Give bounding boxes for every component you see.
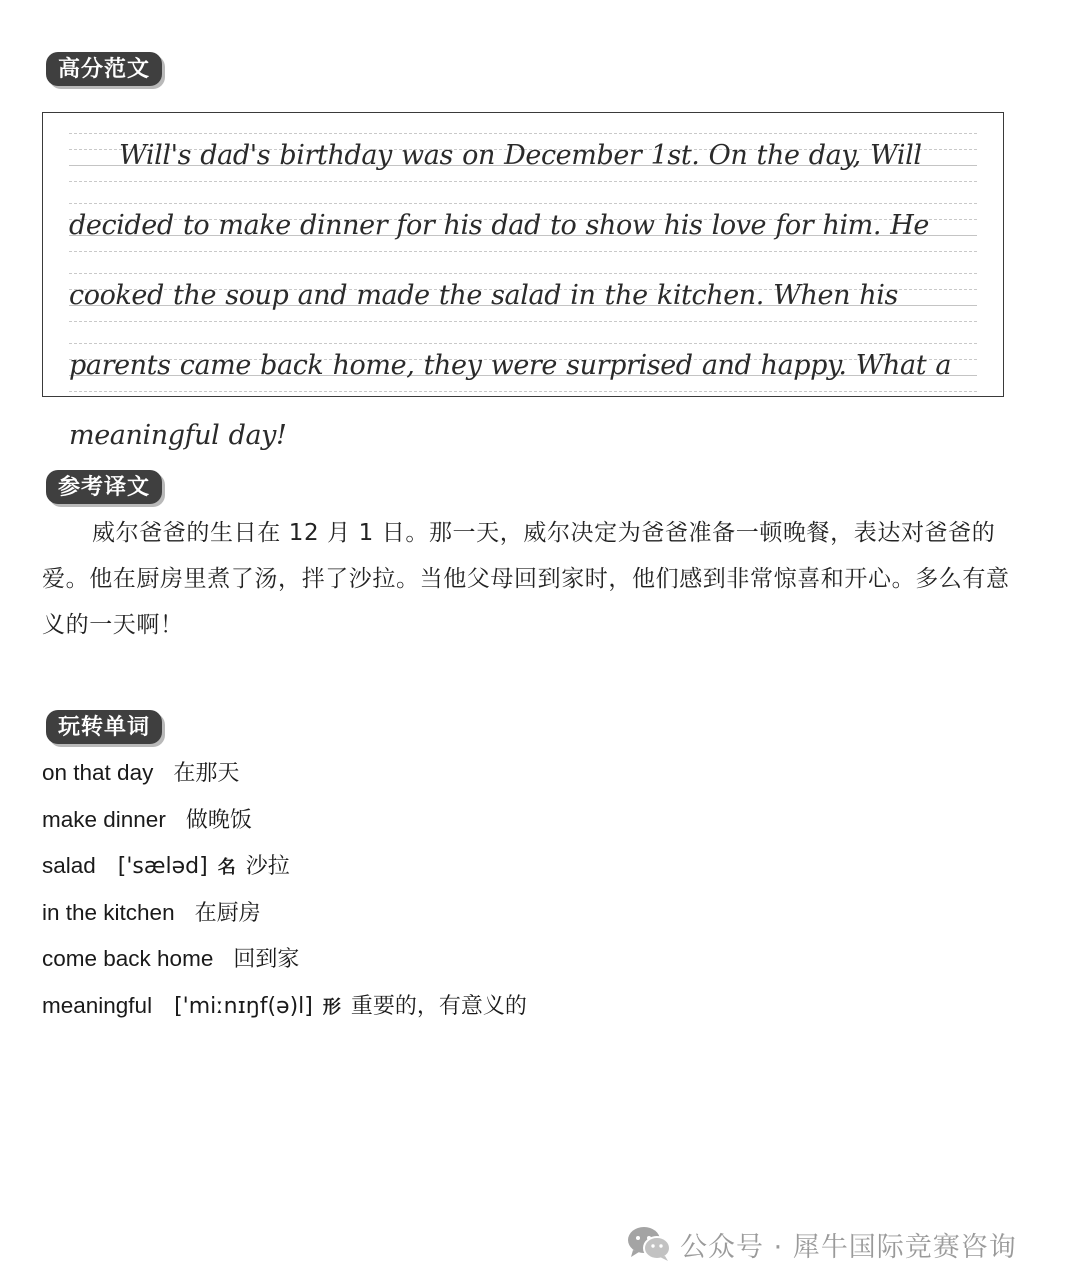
vocab-item <box>42 985 942 1032</box>
vocab-item <box>42 845 942 892</box>
section-title-vocab: 玩转单词 <box>46 710 162 744</box>
vocab-word: meaningful <box>42 992 153 1018</box>
vocab-word: make dinner <box>42 806 166 832</box>
vocab-meaning: 沙拉 <box>245 854 290 879</box>
watermark-text: 公众号 · 犀牛国际竞赛咨询 <box>680 1231 1017 1263</box>
vocab-meaning: 在那天 <box>173 761 240 786</box>
vocab-item <box>42 752 942 799</box>
essay-box <box>42 112 1004 451</box>
vocab-part-of-speech: 名 <box>217 857 236 878</box>
vocab-phonetic: ['miːnɪŋf(ə)l] <box>174 993 313 1019</box>
vocab-part-of-speech: 形 <box>322 996 341 1018</box>
watermark <box>626 1222 1017 1266</box>
vocab-item <box>42 799 942 846</box>
vocab-meaning: 在厨房 <box>194 900 261 926</box>
vocab-item <box>42 892 942 939</box>
vocab-meaning: 做晚饭 <box>185 807 252 833</box>
vocab-phonetic: ['sæləd] <box>117 854 208 879</box>
translation-text: 威尔爸爸的生日在 12 月 1 日。那一天，威尔决定为爸爸准备一顿晚餐，表达对爸爸的爱。他在厨房里煮了汤，拌了沙拉。当他父母回到家时，他们感到非常惊喜和开心。多么有意义的一天啊！ <box>42 520 1010 638</box>
vocab-meaning: 重要的，有意义的 <box>350 993 527 1019</box>
vocab-word: salad <box>42 853 96 878</box>
vocab-item <box>42 938 942 985</box>
vocab-word: on that day <box>42 760 154 785</box>
section-title-translation: 参考译文 <box>46 470 162 504</box>
section-title-essay: 高分范文 <box>46 52 162 86</box>
vocab-list <box>42 752 942 1031</box>
essay-text: Will's dad's birthday was on December 1st. On the day, Will decided to make dinner for his dad to show his love for him. He cooked the soup and made the salad in the kitchen. When his parents came back home, they were surprised and happy. What a meaningful day! <box>69 140 952 451</box>
vocab-word: in the kitchen <box>42 899 175 925</box>
vocab-meaning: 回到家 <box>233 947 300 972</box>
wechat-icon <box>626 1225 672 1263</box>
vocab-word: come back home <box>42 946 214 971</box>
